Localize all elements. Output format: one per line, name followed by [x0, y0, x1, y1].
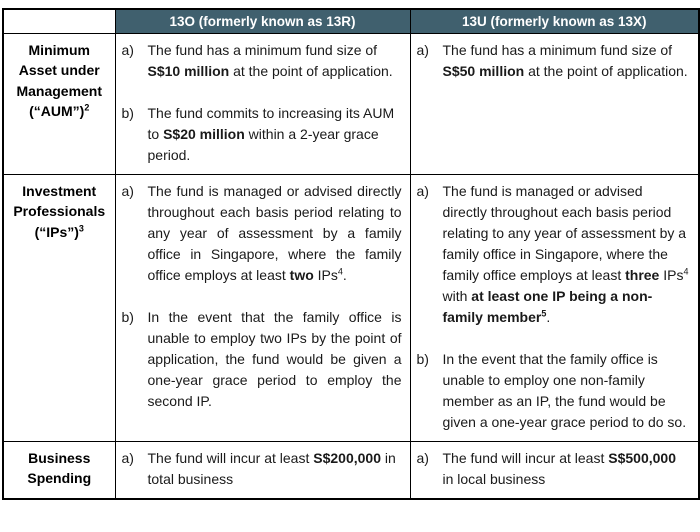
text-run: IPs	[313, 267, 338, 283]
list-item-text	[148, 103, 402, 166]
text-run: at the point of application.	[229, 63, 393, 79]
text-run: S$500,000	[608, 450, 676, 466]
text-run: with	[442, 288, 472, 304]
text-run: The fund commits to increasing its AUM to	[147, 105, 395, 142]
list-marker: b)	[416, 351, 429, 367]
text-run: at least one IP being a non-family member	[442, 288, 653, 325]
text-run: in local business	[442, 471, 546, 487]
table-row-aum	[3, 34, 699, 175]
cell-ips-13u	[410, 175, 699, 442]
superscript-text: 3	[78, 222, 84, 233]
text-run: S$200,000	[313, 450, 381, 466]
list-item-text	[443, 448, 691, 490]
row-label-aum	[3, 34, 115, 175]
superscript-text: 5	[541, 308, 547, 319]
list-item	[122, 103, 402, 166]
text-run: The fund will incur at least	[442, 450, 609, 466]
text-run: S$50 million	[442, 63, 525, 79]
text-run: .	[546, 309, 551, 325]
text-run: two	[289, 267, 314, 283]
text-run: three	[625, 267, 660, 283]
fund-comparison-table	[2, 8, 700, 500]
row-label-business-spending	[3, 442, 115, 500]
text-run: .	[342, 267, 347, 283]
list-marker: a)	[416, 183, 429, 199]
list-item	[417, 448, 691, 490]
list-item-text	[148, 307, 402, 412]
list-marker: a)	[121, 450, 134, 466]
text-run: at the point of application.	[524, 63, 688, 79]
text-run: IPs	[659, 267, 684, 283]
header-blank-cell	[3, 9, 115, 34]
text-run: The fund is managed or advised directly throughout each basis period relating to any year of assessment by a family office in Singapore, where the family office employs at least	[147, 183, 402, 283]
list-marker: a)	[416, 42, 429, 58]
text-run: The fund is managed or advised directly throughout each basis period relating to any year of assessment by a family office in Singapore, where the family office employs at least	[442, 183, 687, 283]
text-run: in total business	[147, 450, 396, 487]
text-run: within a 2-year grace period.	[147, 126, 379, 163]
header-13u: 13U (formerly known as 13X)	[410, 9, 699, 34]
text-run: S$20 million	[163, 126, 245, 142]
list-item-text	[443, 349, 691, 433]
text-run: In the event that the family office is unable to employ one non-family member as an IP, the fund would be given a one-year grace period to do so.	[442, 351, 687, 430]
list-item	[417, 40, 691, 82]
list-item-text	[148, 448, 402, 490]
text-run: S$10 million	[147, 63, 230, 79]
table-header-row	[3, 9, 699, 34]
list-item	[122, 181, 402, 286]
cell-aum-13o	[115, 34, 410, 175]
list-item-text	[443, 181, 691, 328]
text-run: The fund has a minimum fund size of	[442, 42, 673, 58]
cell-ips-13o	[115, 175, 410, 442]
list-item-text	[148, 40, 402, 82]
table-row-business-spending	[3, 442, 699, 500]
header-13o: 13O (formerly known as 13R)	[115, 9, 410, 34]
list-item	[122, 307, 402, 412]
cell-aum-13u	[410, 34, 699, 175]
list-marker: b)	[121, 105, 134, 121]
list-marker: a)	[121, 42, 134, 58]
list-marker: a)	[121, 183, 134, 199]
list-item-text	[148, 181, 402, 286]
list-marker: b)	[121, 309, 134, 325]
superscript-text: 4	[683, 266, 689, 277]
list-marker: a)	[416, 450, 429, 466]
cell-business-13u	[410, 442, 699, 500]
superscript-text: 2	[84, 102, 90, 113]
list-item	[122, 448, 402, 490]
superscript-text: 4	[337, 266, 343, 277]
text-run: Minimum Asset under Management (“AUM”)	[16, 42, 103, 119]
list-item	[417, 349, 691, 433]
text-run: In the event that the family office is unable to employ two IPs by the point of application, the fund would be given a one-year grace period to employ the second IP.	[147, 309, 402, 409]
text-run: Investment Professionals (“IPs”)	[13, 183, 106, 240]
list-item	[122, 40, 402, 82]
text-run: Business Spending	[27, 450, 92, 487]
list-item	[417, 181, 691, 328]
row-label-ips	[3, 175, 115, 442]
cell-business-13o	[115, 442, 410, 500]
text-run: The fund will incur at least	[147, 450, 314, 466]
table-row-ips	[3, 175, 699, 442]
text-run: The fund has a minimum fund size of	[147, 42, 378, 58]
list-item-text	[443, 40, 691, 82]
